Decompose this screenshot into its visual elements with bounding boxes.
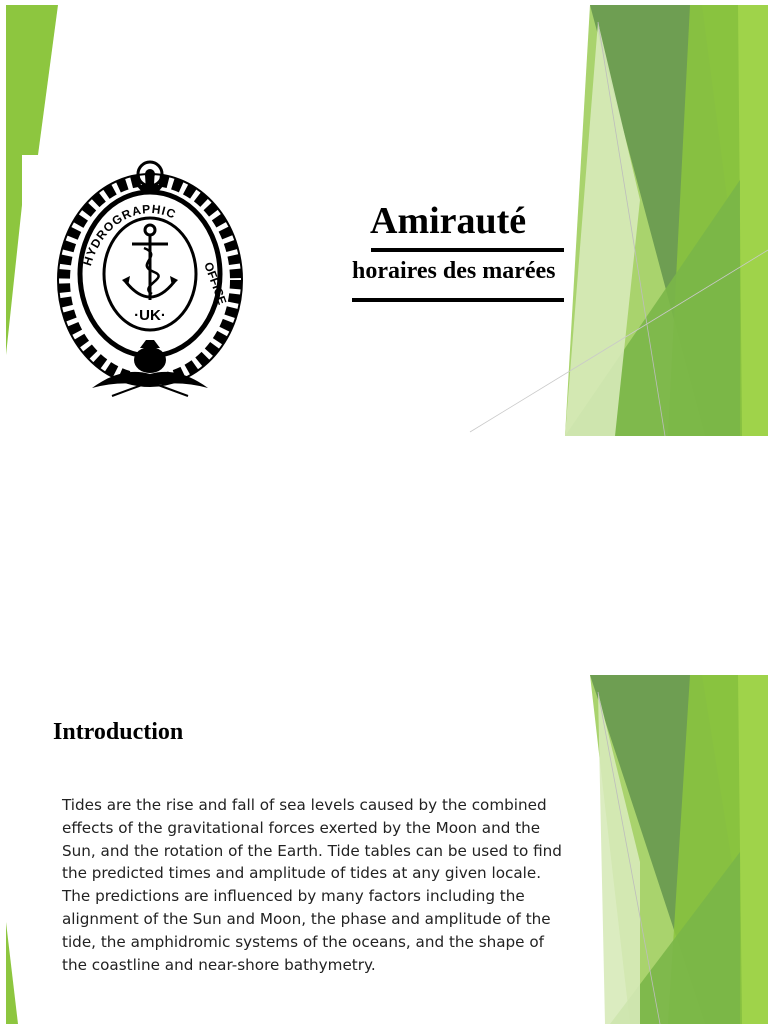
section-heading: Introduction	[53, 719, 184, 745]
svg-text:OFFICE: OFFICE	[201, 260, 230, 307]
section-body-text: Tides are the rise and fall of sea levels caused by the combined effects of the gravitational forces exerted by the Moon and the Sun, and the rotation of the Earth. Tide tables can be used to find the predicted times and amplitude of tides at any given locale. The predictions are influenced by many factors including the alignment of the Sun and Moon, the phase and amplitude of the tide, the amphidromic systems of the oceans, and the shape of the coastline and near-shore bathymetry.	[62, 796, 562, 974]
svg-text:HYDROGRAPHIC: HYDROGRAPHIC	[80, 201, 179, 268]
left-accent-strip-lower	[6, 155, 22, 355]
presentation-title: Amirauté	[370, 200, 527, 242]
right-band-edge	[738, 675, 768, 1024]
left-accent-strip	[6, 922, 18, 1024]
presentation-subtitle: horaires des marées	[352, 258, 556, 284]
introduction-slide	[0, 672, 768, 1024]
svg-text:·UK·: ·UK·	[134, 307, 166, 324]
subtitle-underline	[352, 298, 564, 302]
title-slide	[0, 0, 768, 436]
right-band-edge	[738, 5, 768, 436]
left-accent-strip	[6, 5, 58, 155]
title-underline	[371, 248, 564, 252]
hydrographic-office-crest-logo	[52, 152, 248, 414]
